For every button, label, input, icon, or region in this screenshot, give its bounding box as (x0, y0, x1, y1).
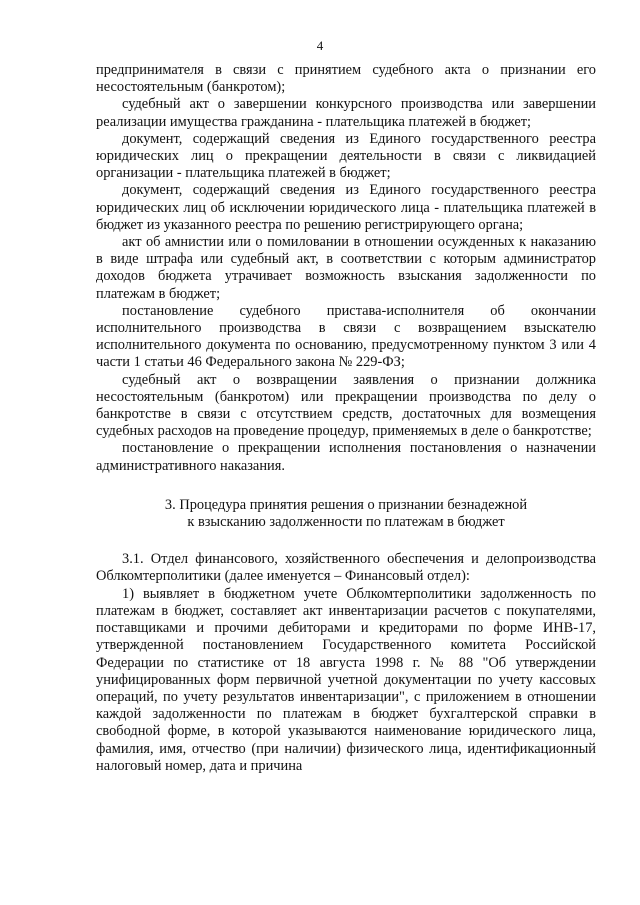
paragraph: документ, содержащий сведения из Единого государственного реестра юридических лиц об исключении юридического лица - плательщика платежей в бюджет из указанного реестра по решению регистрирующего органа; (96, 182, 596, 233)
paragraph: документ, содержащий сведения из Единого государственного реестра юридических лиц о прекращении деятельности в связи с ликвидацией организации - плательщика платежей в бюджет; (96, 130, 596, 182)
paragraph: судебный акт о завершении конкурсного производства или завершении реализации имущества гражданина - плательщика платежей в бюджет; (96, 96, 596, 130)
page-number: 4 (316, 38, 324, 53)
paragraph: предпринимателя в связи с принятием судебного акта о признании его несостоятельным (банкротом); (96, 62, 596, 96)
paragraph: 1) выявляет в бюджетном учете Облкомтерполитики задолженность по платежам в бюджет, составляет акт инвентаризации расчетов с покупателями, поставщиками и прочими дебиторами и кредиторами по форме ИНВ-17, утвержденной постановлением Государственного комитета Российской Федерации по статистике от 18 августа 1998 г. № 88 "Об утверждении унифицированных форм первичной учетной документации по учету кассовых операций, по учету результатов инвентаризации", с приложением в отношении каждой задолженности по платежам в бюджет бухгалтерской справки в свободной форме, в которой указываются наименование юридического лица, фамилия, имя, отчество (при наличии) физического лица, идентификационный налоговый номер, дата и причина (96, 585, 596, 774)
section-heading-line: к взысканию задолженности по платежам в бюджет (187, 514, 505, 531)
paragraph: акт об амнистии или о помиловании в отношении осужденных к наказанию в виде штрафа или судебный акт, в соответствии с которым администратор доходов бюджета утрачивает возможность взыскания задолженности по платежам в бюджет; (96, 234, 596, 302)
document-body (96, 62, 596, 775)
section-heading (96, 497, 596, 531)
paragraph: постановление судебного пристава-исполнителя об окончании исполнительного производства в связи с возвращением взыскателю исполнительного документа по основанию, предусмотренному пунктом 3 или 4 части 1 статьи 46 Федерального закона № 229-ФЗ; (96, 302, 596, 371)
paragraph: постановление о прекращении исполнения постановления о назначении административного наказания. (96, 440, 596, 474)
section-heading-line: 3. Процедура принятия решения о признании безнадежной (164, 496, 528, 513)
paragraph: судебный акт о возвращении заявления о признании должника несостоятельным (банкротом) или прекращении производства по делу о банкротстве в связи с отсутствием средств, достаточных для возмещения судебных расходов на проведение процедур, применяемых в деле о банкротстве; (96, 371, 596, 440)
paragraph: 3.1. Отдел финансового, хозяйственного обеспечения и делопроизводства Облкомтерполитики (далее именуется – Финансовый отдел): (96, 551, 596, 585)
